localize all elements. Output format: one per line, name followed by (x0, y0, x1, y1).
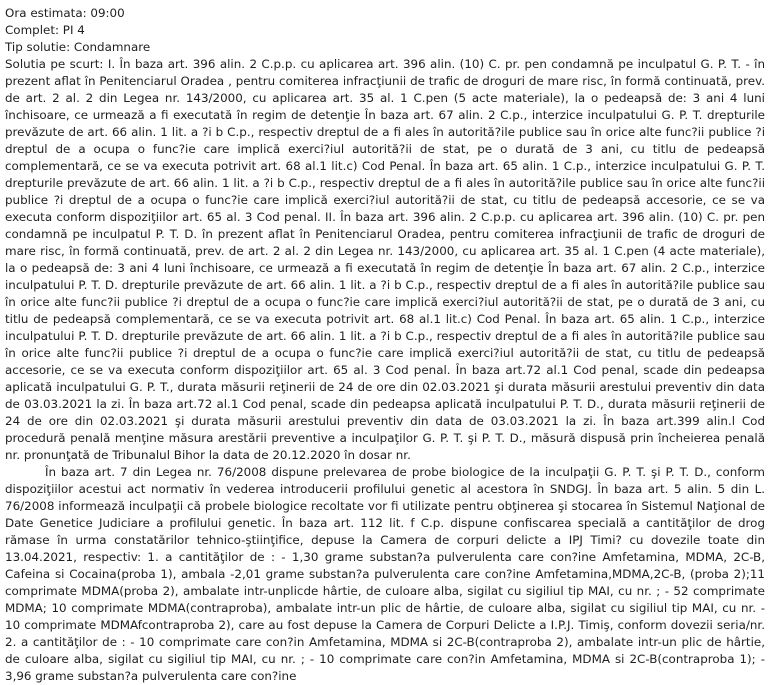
tip-solutie-field: Tip solutie: Condamnare (5, 40, 151, 54)
ora-estimata-field: Ora estimata: 09:00 (5, 6, 125, 20)
solutie-paragraph-1: Solutia pe scurt: I. În baza art. 396 alin. 2 C.p.p. cu aplicarea art. 396 alin. (10) C. pr. pen condamnă pe inculpatul G. P. T. - în prezent aflat în Penitenciarul Oradea , pentru comiterea infracţiunii de trafic de droguri de mare risc, în formă continuată, prev. de art. 2 al. 2 din Legea nr. 143/2000, cu aplicarea art. 35 al. 1 C.pen (5 acte materiale), la o pedeapsă de: 3 ani 4 luni închisoare, ce urmează a fi executată în regim de detenţie În baza art. 67 alin. 2 C.p., interzice inculpatului G. P. T. drepturile prevăzute de art. 66 alin. 1 lit. a ?i b C.p., respectiv dreptul de a fi ales în autorită?ile publice sau în orice alte func?ii publice ?i dreptul de a ocupa o func?ie care implică exerci?iul autorită?ii de stat, pe o durată de 3 ani, cu titlu de pedeapsă complementară, ce se va executa potrivit art. 68 al.1 lit.c) Cod Penal. În baza art. 65 alin. 1 C.p., interzice inculpatului G. P. T. drepturile prevăzute de art. 66 alin. 1 lit. a ?i b C.p., respectiv dreptul de a fi ales în autorită?ile publice sau în orice alte func?ii publice ?i dreptul de a ocupa o func?ie care implică exerci?iul autorită?ii de stat, cu titlu de pedeapsă accesorie, ce se va executa conform dispoziţiilor art. 65 al. 3 Cod penal. II. În baza art. 396 alin. 2 C.p.p. cu aplicarea art. 396 alin. (10) C. pr. pen condamnă pe inculpatul P. T. D. în prezent aflat în Penitenciarul Oradea, pentru comiterea infracţiunii de trafic de droguri de mare risc, în formă continuată, prev. de art. 2 al. 2 din Legea nr. 143/2000, cu aplicarea art. 35 al. 1 C.pen (4 acte materiale), la o pedeapsă de: 3 ani 4 luni închisoare, ce urmează a fi executată în regim de detenţie În baza art. 67 alin. 2 C.p., interzice inculpatului P. T. D. drepturile prevăzute de art. 66 alin. 1 lit. a ?i b C.p., respectiv dreptul de a fi ales în autorită?ile publice sau în orice alte func?ii publice ?i dreptul de a ocupa o func?ie care implică exerci?iul autorită?ii de stat, pe o durată de 3 ani, cu titlu de pedeapsă complementară, ce se va executa potrivit art. 68 al.1 lit.c) Cod Penal. În baza art. 65 alin. 1 C.p., interzice inculpatului P. T. D. drepturile prevăzute de art. 66 alin. 1 lit. a ?i b C.p., respectiv dreptul de a fi ales în autorită?ile publice sau în orice alte func?ii publice ?i dreptul de a ocupa o func?ie care implică exerci?iul autorită?ii de stat, cu titlu de pedeapsă accesorie, ce se va executa conform dispoziţiilor art. 65 al. 3 Cod penal. În baza art.72 al.1 Cod penal, scade din pedeapsa aplicată inculpatului G. P. T., durata măsurii reţinerii de 24 de ore din 02.03.2021 şi durata măsurii arestului preventiv din data de 03.03.2021 la zi. În baza art.72 al.1 Cod penal, scade din pedeapsa aplicată inculpatului P. T. D., durata măsurii reţinerii de 24 de ore din 02.03.2021 şi durata măsurii arestului preventiv din data de 03.03.2021 la zi. În baza art.399 alin.l Cod procedură penală menţine măsura arestării preventive a inculpaţilor G. P. T. şi P. T. D., măsură dispusă prin încheierea penală nr. pronunţată de Tribunalul Bihor la data de 20.12.2020 în dosar nr. (5, 57, 765, 462)
solutie-paragraph-2: În baza art. 7 din Legea nr. 76/2008 dispune prelevarea de probe biologice de la inculpaţii G. P. T. şi P. T. D., conform dispoziţiilor acestui act normativ în vederea introducerii profilului genetic al acestora în SNDGJ. În baza art. 5 alin. 5 din L. 76/2008 informează inculpaţii că probele biologice recoltate vor fi utilizate pentru obţinerea şi stocarea în Sistemul Naţional de Date Genetice Judiciare a profilului genetic. În baza art. 112 lit. f C.p. dispune confiscarea specială a cantităţilor de drog rămase în urma constatărilor tehnico-ştiinţifice, depuse la Camera de corpuri delicte a IPJ Timi? cu dovezile toate din 13.04.2021, respectiv: 1. a cantităţilor de : - 1,30 grame substan?a pulverulenta care con?ine Amfetamina, MDMA, 2C-B, Cafeina si Cocaina(proba 1), ambala -2,01 grame substan?a pulverulenta care con?ine Amfetamina,MDMA,2C-B, (proba 2);11 comprimate MDMA(proba 2), ambalate intr-unplicde hârtie, de culoare alba, sigilat cu sigiliul tip MAI, cu nr. ; - 52 comprimate MDMA; 10 comprimate MDMA(contraproba), ambalate intr-un plic de hârtie, de culoare alba, sigilat cu sigiliul tip MAI, cu nr. - 10 comprimate MDMAfcontraproba 2), care au fost depuse la Camera de Corpuri Delicte a I.P.J. Timiş, conform dovezii seria/nr. 2. a cantităţilor de : - 10 comprimate care con?in Amfetamina, MDMA si 2C-B(contraproba 2), ambalate intr-un plic de hârtie, de culoare alba, sigilat cu sigiliul tip MAI, cu nr. ; - 10 comprimate care con?in Amfetamina, MDMA si 2C-B(contraproba 1); - 3,96 grame substan?a pulverulenta care con?ine (5, 465, 765, 683)
complet-field: Complet: PI 4 (5, 23, 85, 37)
